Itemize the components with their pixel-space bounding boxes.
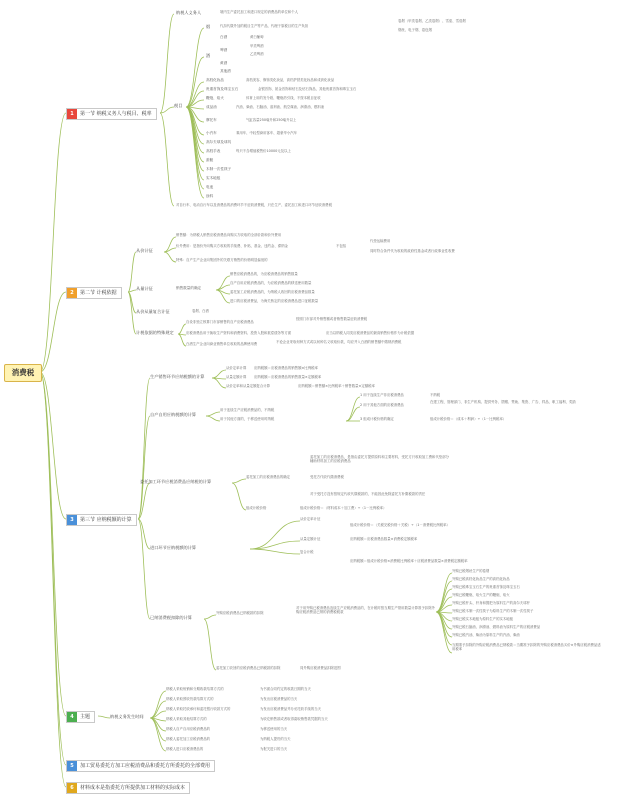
l3r: [250, 549, 300, 554]
section-2-node[interactable]: [66, 287, 122, 299]
s4-a1-desc: 为书面合同约定的收款日期的当天: [260, 687, 311, 691]
l3u1: [436, 581, 452, 612]
section-1-label: 第一节 纳税义务人与税目、税率: [80, 111, 152, 117]
s2-quantity-rule[interactable]: 销售数量的确定: [176, 286, 202, 290]
s2-compound-items: 卷烟、白酒: [192, 309, 209, 313]
s2-quantity-2: 自产自用应税消费品的，为应税消费品的移送使用数量: [230, 281, 312, 285]
section-5-number: 5: [67, 761, 77, 771]
link-root-s4: [40, 372, 66, 716]
s2-extra-charges: 价外费用：是指价外向购买方收取的手续费、补贴、基金、违约金、滞纳金: [176, 244, 288, 248]
s3-deduction-b4: 外购已税鞭炮、焰火生产的鞭炮、焰火: [452, 593, 510, 597]
s1-firecrackers[interactable]: 鞭炮、焰火: [206, 96, 224, 100]
l3t: [204, 619, 216, 670]
s1-tobacco[interactable]: 烟: [206, 24, 211, 29]
s3-import-1: 从价定率计征: [300, 517, 321, 521]
link-root-s6: [40, 372, 66, 787]
s2-excluded-1: 代垫运输费用: [370, 239, 391, 243]
l2n: [178, 334, 186, 346]
l3a: [138, 378, 150, 519]
s4-a2: 纳税人采取预收货款结算方式的: [166, 697, 214, 701]
section-5-label: 加工贸易委托方加工应税消费品和委托方所委托的全部费用: [80, 763, 211, 769]
l4b5: [150, 718, 166, 741]
s3-consigned-1b: 受托方代收代缴消费税: [310, 475, 344, 479]
l2g: [164, 252, 176, 262]
s1-beer[interactable]: 啤酒: [220, 48, 228, 52]
l4b6: [150, 718, 166, 751]
s3-prod-3: 从价定率和从量定额复合计算: [226, 384, 271, 388]
s4-obligation-time[interactable]: 纳税义务发生时间: [110, 714, 144, 719]
s1-watch-desc: 每只不含增值税售价10000元及以上: [236, 149, 291, 153]
s3-deduction-1a: 对于用外购已税消费品连续生产应税消费品的，在计税时按当期生产领用数量计算准予扣除外购应税消费品已纳的消费税税款: [296, 606, 436, 614]
s2-special-2-desc: 应当以纳税人同类应税消费品的最高销售价格作为计税依据: [326, 331, 415, 335]
s2-by-quantity[interactable]: 从量计征: [136, 286, 153, 291]
l3i: [206, 412, 220, 416]
s1-tobacco-desc: 代扣代缴外加的税目生产等产品，代理于原税目的生产负担: [220, 24, 309, 28]
s1-baijiu[interactable]: 白酒: [220, 35, 228, 39]
s1-baijiu-desc: 黄白葡萄: [250, 35, 264, 39]
s1-tax-items[interactable]: 税目: [174, 103, 183, 108]
s3-self-use-1: 用于连续生产应税消费品的，不纳税: [220, 408, 275, 412]
s3-deduction-b2: 外购已税高档化妆品生产的高档化妆品: [452, 577, 510, 581]
link-root-s2: [40, 292, 66, 372]
s1-note: 对自行车、电动自行车以及消费品的消费环节不征收消费税，只在生产、委托加工和进口环节征收消费税: [176, 203, 332, 207]
section-4-label: 主题: [80, 714, 91, 720]
s3-production[interactable]: 生产销售环节应纳税额的计算: [150, 374, 205, 379]
section-6-label: 材料成本是指委托方所提供加工材料的实际成本: [80, 785, 186, 791]
link-root-s3: [40, 372, 66, 519]
s1-refined-oil[interactable]: 成品油: [206, 105, 217, 109]
l3k: [346, 397, 360, 421]
s4-a3: 纳税人采取托收承付和委托银行收款方式的: [166, 707, 231, 711]
s2-excluded: 不包括: [336, 244, 347, 248]
s1-jewelry[interactable]: 贵重首饰及珠宝玉石: [206, 87, 239, 91]
s3-self-use[interactable]: 自产自用应纳税额的计算: [150, 412, 197, 417]
s4-a4: 纳税人采取其他结算方式的: [166, 717, 207, 721]
s1-motorcycle[interactable]: 摩托车: [206, 118, 217, 122]
s3-deduction-b5: 外购已税杆头、杆身和握把为原料生产的高尔夫球杆: [452, 601, 530, 605]
s4-a7-desc: 为报关进口的当天: [260, 747, 288, 751]
s3-import-3-formula: 应纳税额＝组成计税价格×消费税比例税率＋应税消费品数量×消费税定额税率: [350, 559, 468, 563]
section-4-number: 4: [67, 712, 77, 722]
s1-tobacco-item1: 卷烟（甲类卷烟、乙类卷烟）、雪茄、雪茄烟: [398, 19, 466, 23]
s3-self-use-2: 用于其他方面的，于移送使用时纳税: [220, 417, 275, 421]
s4-a6: 纳税人委托加工应税消费品的: [166, 737, 211, 741]
s3-deduction-b1: 外购已税烟丝生产的卷烟: [452, 569, 490, 573]
s3-import-2: 从量定额计征: [300, 537, 321, 541]
l3u10: [436, 612, 452, 653]
s2-special-rules[interactable]: 计税依据的特殊规定: [136, 330, 174, 335]
s2-quantity-1: 销售应税消费品的，为应税消费品的销售数量: [230, 272, 298, 276]
l3s: [204, 615, 216, 619]
s3-deduction-b10: 当期准予扣除的外购应税消费品已纳税款＝当期准予扣除的外购应税消费品买价×外购应税消费品适用税率: [452, 643, 601, 651]
s1-taxpayer-desc: 境内生产委托加工和进口规定的消费品的单位和个人: [220, 10, 298, 14]
s1-cosmetics-desc: 高档美容、修饰类化妆品，高档护肤类化妆品和成套化妆品: [246, 78, 335, 82]
section-3-node[interactable]: [66, 514, 137, 526]
l1a: [160, 14, 174, 113]
s3-prod-3-formula: 应纳税额＝销售额×比例税率＋销售数量×定额税率: [298, 384, 375, 388]
s2-special-2: 应税消费品用于换取生产资料和消费资料、投资入股和抵偿债务等方面: [186, 331, 292, 335]
l1o: [186, 107, 204, 171]
s2-ad-valorem[interactable]: 从价计征: [136, 248, 153, 253]
l2d: [128, 292, 136, 334]
l4a: [98, 716, 110, 718]
section-5-node[interactable]: [66, 760, 215, 772]
s2-special-3: 白酒生产企业向商业销售单位收取的品牌使用费: [186, 342, 258, 346]
s1-taxpayer[interactable]: 纳税人义务人: [176, 10, 202, 15]
s1-tobacco-item2: 烟丝、电子烟、卷包烟: [398, 28, 432, 32]
s3-prod-1: 从价定率计算: [226, 366, 247, 370]
s2-sales-amount: 销售额：为纳税人销售应税消费品向购买方收取的全部价款和价外费用: [176, 233, 282, 237]
section-3-number: 3: [67, 515, 77, 525]
s4-a1: 纳税人采取赊销和分期收款结算方式的: [166, 687, 224, 691]
s3-deduction-2: 委托加工收回的应税消费品已纳税款的扣除: [216, 666, 281, 670]
s3-consigned-2: 组成计税价格: [246, 506, 267, 510]
s3-consigned-1: 委托加工的应税消费品的确定: [246, 475, 291, 479]
l3j: [206, 416, 220, 421]
s1-car[interactable]: 小汽车: [206, 131, 217, 135]
l4b0: [150, 691, 166, 718]
s1-chopsticks[interactable]: 木制一次性筷子: [206, 167, 232, 171]
s2-special-1: 自设非独立核算门市部销售的自产应税消费品: [186, 320, 254, 324]
s2-special-1-desc: 按照门市部对外销售额或者销售数量征收消费税: [296, 317, 368, 321]
s1-beer-b: 乙类啤酒: [250, 52, 264, 56]
s3-prod-2-formula: 应纳税额＝应税消费品的销售数量×定额税率: [254, 375, 322, 379]
s2-quantity-3: 委托加工应税消费品的，为纳税人收回的应税消费品数量: [230, 290, 315, 294]
s1-jewelry-desc: 金银首饰、铂金首饰和钻石及钻石饰品，其他贵重首饰和珠宝玉石: [258, 87, 357, 91]
l3b: [138, 416, 150, 519]
l3o: [232, 483, 246, 510]
section-6-number: 6: [67, 783, 77, 793]
s1-car-desc: 乘用车、中轻型商用客车、超豪华小汽车: [236, 131, 298, 135]
s3-import-2-formula: 应纳税额＝应税消费品数量×消费税定额税率: [350, 537, 418, 541]
s3-deduction-b8: 外购已税石脑油、润滑油、燃料油为原料生产的应税消费品: [452, 625, 541, 629]
s4-a3-desc: 为发出应税消费品并办妥托收手续的当天: [260, 707, 322, 711]
section-4-node[interactable]: [66, 711, 95, 723]
s3-self-use-2c-desc: 组成计税价格＝（成本＋利润）÷（1－比例税率）: [430, 417, 507, 421]
l3n: [232, 479, 246, 483]
s3-deduction[interactable]: 已纳消费税扣除的计算: [150, 615, 192, 620]
s1-cosmetics[interactable]: 高档化妆品: [206, 78, 224, 82]
s3-import[interactable]: 进口环节应纳税额的计算: [150, 545, 197, 550]
s4-a4-desc: 为收讫销售款或者取得索取销售款凭据的当天: [260, 717, 328, 721]
s3-self-use-2b: 2 用于其他方面的应税消费品: [360, 403, 404, 407]
l2a: [128, 252, 136, 292]
s3-deduction-b9: 外购已税汽油、柴油为原料生产的汽油、柴油: [452, 633, 520, 637]
s3-deduction-2a: 同外购应税消费品扣除范围: [300, 666, 341, 670]
s3-prod-1-formula: 应纳税额＝应税消费品的销售额×比例税率: [254, 366, 318, 370]
s4-a5: 纳税人自产自用应税消费品的: [166, 727, 211, 731]
s1-alcohol[interactable]: 酒: [206, 53, 211, 58]
s1-other-wine[interactable]: 其他酒: [220, 69, 231, 73]
s3-self-use-2c: 3 组成计税价格的确定: [360, 417, 394, 421]
s1-golf[interactable]: 高尔夫球及球具: [206, 140, 232, 144]
s2-excluded-2: 同时符合条件代为收取的政府性基金或者行政事业性收费: [370, 249, 455, 253]
l3u0: [436, 573, 452, 612]
s3-consigned-1c: 对于受托方没有按规定代收代缴税款的，不能因此免除委托方补缴税款的责任: [310, 492, 426, 496]
root-node[interactable]: 消费税: [4, 364, 42, 382]
section-1-number: 1: [67, 109, 77, 119]
s1-beer-a: 甲类啤酒: [250, 44, 264, 48]
s2-special-3-desc: 不论企业采取何种方式或以何种名义收取价款，均应并入白酒的销售额中缴纳消费税: [276, 340, 402, 344]
s4-a5-desc: 为移送使用的当天: [260, 727, 288, 731]
s3-consigned-2-formula: 组成计税价格＝（材料成本＋加工费）÷（1－比例税率）: [300, 506, 387, 510]
s4-a6-desc: 为纳税人提货的当天: [260, 737, 291, 741]
section-2-label: 第二节 计税依据: [80, 290, 117, 296]
s1-firecrackers-desc: 体育上用的发令纸、鞭炮药引线，不按本税目征收: [246, 96, 321, 100]
section-3-label: 第三节 应纳税额的计算: [80, 517, 132, 523]
s2-compound[interactable]: 从价从量复合计征: [136, 309, 170, 314]
s3-deduction-b7: 外购已税实木地板为原料生产的实木地板: [452, 617, 514, 621]
section-6-node[interactable]: [66, 782, 190, 794]
l3f: [212, 370, 226, 378]
section-2-number: 2: [67, 288, 77, 298]
l2l: [178, 324, 186, 334]
s4-a7: 纳税人进口应税消费品的: [166, 747, 204, 751]
s3-self-use-2b-desc: 在建工程、管理部门、非生产机构、提供劳务、馈赠、赞助、集资、广告、样品、职工福利、奖励: [430, 400, 576, 404]
s1-watch[interactable]: 高档手表: [206, 149, 221, 153]
s2-quantity-4: 进口的应税消费品，为海关核定的应税消费品进口征税数量: [230, 299, 319, 303]
section-1-node[interactable]: [66, 108, 157, 120]
s1-refined-oil-desc: 汽油、柴油、石脑油、溶剂油、航空煤油、润滑油、燃料油: [236, 105, 325, 109]
s3-deduction-b6: 外购已税木制一次性筷子为原料生产的木制一次性筷子: [452, 609, 534, 613]
s3-deduction-b3: 外购已税珠宝玉石生产的贵重首饰及珠宝玉石: [452, 585, 520, 589]
s3-prod-2: 从量定额计算: [226, 375, 247, 379]
s1-floor[interactable]: 实木地板: [206, 176, 221, 180]
s1-yellow-wine[interactable]: 黄酒: [220, 61, 228, 65]
s3-import-3: 复合计税: [300, 550, 314, 554]
s1-paint[interactable]: 涂料: [206, 194, 214, 198]
s3-self-use-2a: 1 用于连续生产非应税消费品: [360, 393, 404, 397]
s3-deduction-1: 外购应税消费品已纳税款的扣除: [216, 611, 264, 615]
s1-yacht[interactable]: 游艇: [206, 158, 214, 162]
s3-self-use-2a-desc: 不纳税: [430, 393, 441, 397]
s3-consigned[interactable]: 委托加工环节应税消费品应纳税的计算: [140, 479, 212, 484]
s2-special: 特殊：自产生产企业向集团外的关联方销售的价格明显偏低的: [176, 258, 268, 262]
l3h: [212, 378, 226, 388]
s1-motorcycle-desc: 气缸容量250毫升和250毫升以上: [246, 118, 297, 122]
l3u3: [436, 597, 452, 612]
s3-consigned-1a: 委托加工的应税消费品，是指由委托方提供原料和主要材料，受托方只收取加工费和代垫部分辅助材料加工的应税消费品: [310, 455, 450, 463]
s3-import-1-formula: 组成计税价格＝（关税完税价格＋关税）÷（1－消费税比例税率）: [350, 523, 450, 527]
s4-a2-desc: 为发出应税消费品的当天: [260, 697, 298, 701]
l1c: [160, 113, 174, 206]
s1-battery[interactable]: 电池: [206, 185, 214, 189]
